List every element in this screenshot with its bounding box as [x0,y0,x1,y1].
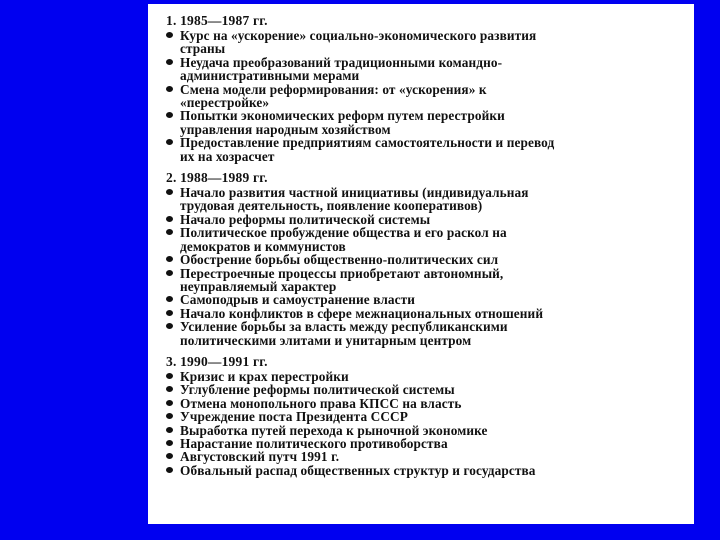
list-item [166,370,688,383]
list-item-text: Начало конфликтов в сфере межнациональных отношений [180,305,544,321]
list-item-text: Выработка путей перехода к рыночной экономике [180,422,488,438]
list-item-text: «перестройке» [180,95,270,111]
list-item-text: административными мерами [180,68,360,84]
period-section [166,355,688,477]
list-item [166,83,688,110]
bullet-icon [166,189,173,195]
list-item-text: демократов и коммунистов [180,238,346,254]
period-section [166,14,688,163]
list-item-text: Кризис и крах перестройки [180,368,349,384]
list-item [166,136,688,163]
bullet-icon [166,440,173,446]
bullet-icon [166,400,173,406]
list-item-text: Обострение борьбы общественно-политических сил [180,252,499,268]
bullet-icon [166,453,173,459]
list-item-text: Отмена монопольного права КПСС на власть [180,395,462,411]
list-item-text: Учреждение поста Президента СССР [180,409,408,425]
bullet-icon [166,59,173,65]
bullet-icon [166,139,173,145]
list-item [166,424,688,437]
bullet-icon [166,32,173,38]
list-item-text: управления народным хозяйством [180,121,391,137]
list-item-text: Начало реформы политической системы [180,211,431,227]
list-item-text: их на хозрасчет [180,148,275,164]
list-item [166,109,688,136]
list-item-text: неуправляемый характер [180,278,337,294]
list-item-text: Попытки экономических реформ путем перестройки [180,108,505,124]
document-page [148,4,694,524]
list-item [166,397,688,410]
list-item [166,383,688,396]
bullet-icon [166,86,173,92]
bullet-icon [166,256,173,262]
list-item [166,307,688,320]
list-item [166,320,688,347]
bullet-icon [166,229,173,235]
bullet-icon [166,112,173,118]
list-item-text: политическими элитами и унитарным центром [180,332,472,348]
bullet-icon [166,386,173,392]
list-item-text: Неудача преобразований традиционными командно- [180,54,503,70]
list-item-text: Предоставление предприятиям самостоятельности и перевод [180,135,555,151]
list-item-text: Углубление реформы политической системы [180,382,455,398]
list-item-text: Августовский путч 1991 г. [180,449,340,465]
list-item-text: Нарастание политического противоборства [180,435,448,451]
bullet-icon [166,323,173,329]
list-item [166,450,688,463]
list-item [166,213,688,226]
list-item-text: Курс на «ускорение» социально-экономического развития [180,28,537,43]
list-item [166,226,688,253]
bullet-icon [166,270,173,276]
list-item-text: Перестроечные процессы приобретают автономный, [180,265,504,281]
list-item [166,186,688,213]
bullet-icon [166,296,173,302]
list-item-text: Начало развития частной инициативы (индивидуальная [180,185,529,201]
period-section [166,171,688,347]
list-item-text: страны [180,41,226,57]
list-item [166,253,688,266]
list-item-text: Самоподрыв и самоустранение власти [180,292,416,308]
list-item [166,410,688,423]
list-item [166,267,688,294]
period-title: 1. 1985—1987 гг. [166,13,268,28]
bullet-icon [166,216,173,222]
list-item [166,437,688,450]
list-item [166,29,688,56]
list-item-text: трудовая деятельность, появление кооперативов) [180,198,483,214]
list-item-text: Политическое пробуждение общества и его раскол на [180,225,507,241]
list-item-text: Смена модели реформирования: от «ускорения» к [180,81,487,97]
list-item [166,464,688,477]
bullet-icon [166,310,173,316]
period-title: 2. 1988—1989 гг. [166,170,268,186]
bullet-icon [166,467,173,473]
bullet-icon [166,373,173,379]
list-item-text: Обвальный распад общественных структур и государства [180,462,536,478]
list-item-text: Усиление борьбы за власть между республиканскими [180,319,508,335]
list-item [166,293,688,306]
list-item [166,56,688,83]
period-title: 3. 1990—1991 гг. [166,353,268,369]
bullet-icon [166,413,173,419]
bullet-icon [166,427,173,433]
